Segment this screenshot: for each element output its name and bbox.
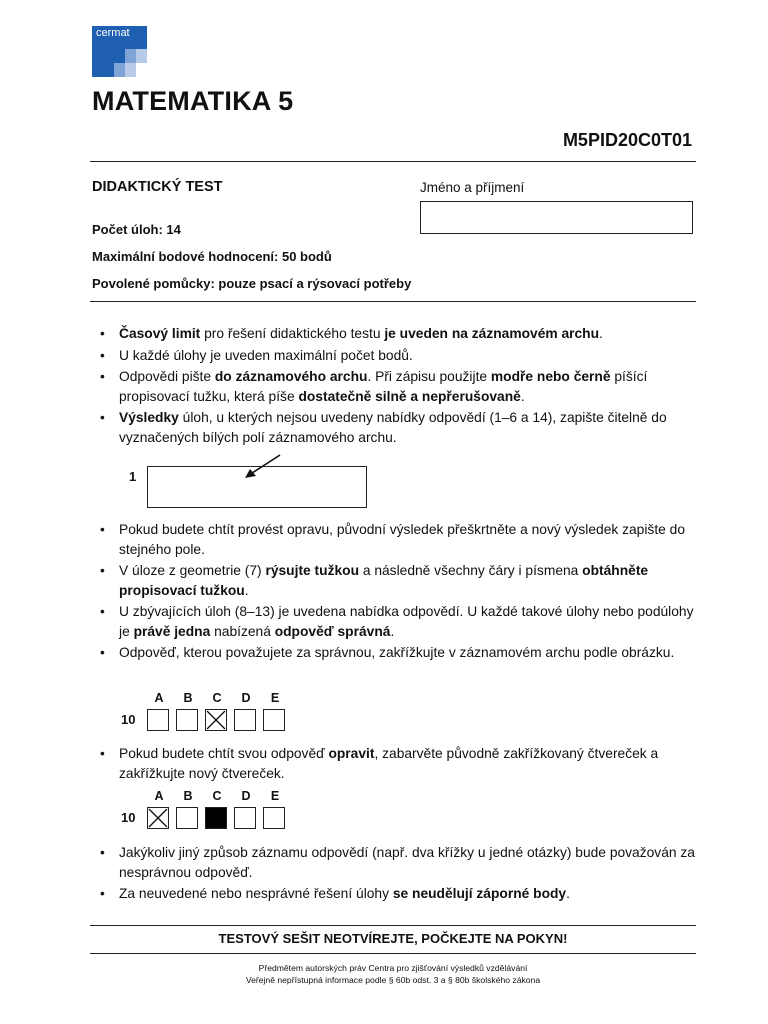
answer-checkbox-c-filled — [205, 807, 227, 829]
emphasis-text: dostatečně silně a nepřerušovaně — [298, 388, 521, 404]
emphasis-text: rýsujte tužkou — [265, 563, 359, 578]
choice-letter-c: C — [212, 691, 222, 705]
choice-letter-d: D — [241, 691, 251, 705]
emphasis-text: Výsledky — [119, 410, 179, 425]
answer-checkbox-d — [234, 709, 256, 731]
instruction-text: . Při zápisu použijte — [367, 369, 491, 384]
answer-checkbox-e — [263, 709, 285, 731]
logo-square-pale-2 — [125, 63, 136, 77]
instruction-text: Pokud budete chtít provést opravu, původní výsledek přeškrtněte a nový výsledek zapište do stejného pole. — [119, 522, 686, 557]
emphasis-text: opravit — [328, 746, 375, 761]
instruction-item — [100, 744, 700, 783]
instruction-text: pro řešení didaktického testu — [200, 326, 385, 341]
instruction-text: Pokud budete chtít svou odpověď — [119, 746, 329, 761]
section-title: DIDAKTICKÝ TEST — [92, 179, 223, 195]
cross-mark-icon — [148, 808, 168, 828]
instruction-text: U zbývajících úloh (8–13) je uvedena nabídka odpovědí. U každé takové úlohy nebo podúlohy je — [119, 604, 694, 639]
instruction-text: nabízená — [210, 623, 275, 639]
instruction-text: Jakýkoliv jiný způsob záznamu odpovědí (např. dva křížky u jedné otázky) bude považován za nesprávnou odpověď. — [119, 845, 695, 880]
instruction-item — [100, 561, 700, 600]
choice-letter-c: C — [212, 789, 222, 803]
divider-middle — [90, 301, 696, 302]
instruction-item — [100, 367, 700, 406]
emphasis-text: modře nebo černě — [490, 369, 611, 384]
instruction-text: Za neuvedené nebo nesprávné řešení úlohy — [119, 886, 393, 901]
divider-footer-bottom — [90, 953, 696, 954]
logo-square-light — [125, 49, 136, 63]
logo-text: cermat — [96, 27, 130, 39]
instruction-text: a následně všechny čáry i písmena — [359, 563, 583, 578]
emphasis-text: obtáhněte propisovací tužkou — [119, 563, 649, 598]
footer-legal: Veřejně nepřístupná informace podle § 60b odst. 3 a § 80b školského zákona — [245, 975, 541, 985]
choice-letter-b: B — [183, 789, 193, 803]
instruction-text: . — [599, 326, 603, 341]
instruction-text: píšící propisovací tužku, která píše — [119, 369, 648, 404]
instruction-item — [100, 602, 700, 641]
instruction-item — [100, 884, 700, 904]
emphasis-text: právě jedna — [133, 623, 211, 639]
instruction-item — [100, 408, 700, 447]
instruction-item — [100, 324, 700, 344]
emphasis-text: do záznamového archu — [214, 369, 368, 384]
instruction-text: U každé úlohy je uveden maximální počet bodů. — [119, 347, 413, 363]
emphasis-text: se neudělují záporné body — [392, 886, 567, 901]
instruction-text: Odpovědi pište — [119, 369, 215, 384]
answer-checkbox-d — [234, 807, 256, 829]
instruction-item — [100, 346, 700, 366]
choice-letter-b: B — [183, 691, 193, 705]
instruction-text: . — [244, 582, 249, 598]
answer-checkbox-a-crossed — [147, 807, 169, 829]
instruction-text: . — [520, 388, 525, 404]
allowed-tools: Povolené pomůcky: pouze psací a rýsovací potřeby — [92, 276, 412, 291]
arrow-icon — [240, 452, 285, 482]
answer-checkbox-c-crossed — [205, 709, 227, 731]
choice-letter-e: E — [270, 789, 280, 803]
test-code: M5PID20C0T01 — [562, 130, 692, 150]
divider-footer-top — [90, 925, 696, 926]
answer-checkbox-b — [176, 709, 198, 731]
choice-letter-a: A — [154, 691, 164, 705]
logo-square-white — [136, 63, 147, 77]
instruction-text: Odpověď, kterou považujete za správnou, zakřížkujte v záznamovém archu podle obrázku. — [119, 645, 675, 660]
instructions-list-a — [100, 324, 700, 449]
logo-square-pale — [136, 49, 147, 63]
instruction-text: úloh, u kterých nejsou uvedeny nabídky odpovědí (1–6 a 14), zapište čitelně do vyznačených bílých polí záznamového archu. — [119, 410, 667, 445]
answer-checkbox-b — [176, 807, 198, 829]
choice-letter-e: E — [270, 691, 280, 705]
cermat-logo — [92, 26, 147, 77]
footer-copyright: Předmětem autorských práv Centra pro zjišťování výsledků vzdělávání — [258, 963, 528, 973]
page-title: MATEMATIKA 5 — [92, 86, 294, 116]
instruction-text: . — [390, 623, 395, 639]
instruction-text: , zabarvěte původně zakřížkovaný čtvereček a zakřížkujte nový čtvereček. — [119, 746, 659, 781]
instructions-list-c — [100, 744, 700, 785]
instruction-text: . — [566, 886, 570, 901]
emphasis-text: odpověď správná — [274, 623, 391, 639]
question-number-2: 10 — [121, 810, 136, 825]
max-points: Maximální bodové hodnocení: 50 bodů — [92, 249, 332, 264]
example-box-number: 1 — [129, 469, 137, 484]
answer-checkbox-e — [263, 807, 285, 829]
instructions-list-b — [100, 520, 700, 665]
logo-square-light-2 — [114, 63, 125, 77]
name-field[interactable] — [420, 201, 693, 234]
emphasis-text: Časový limit — [119, 326, 201, 341]
footer-warning: TESTOVÝ SEŠIT NEOTVÍREJTE, POČKEJTE NA POKYN! — [218, 931, 568, 946]
name-label: Jméno a příjmení — [420, 180, 525, 195]
instruction-item — [100, 643, 700, 663]
instruction-item — [100, 520, 700, 559]
choice-letter-a: A — [154, 789, 164, 803]
emphasis-text: je uveden na záznamovém archu — [384, 326, 600, 341]
divider-top — [90, 161, 696, 162]
task-count: Počet úloh: 14 — [92, 222, 181, 237]
question-number-1: 10 — [121, 712, 136, 727]
instructions-list-d — [100, 843, 700, 906]
choice-letter-d: D — [241, 789, 251, 803]
instruction-item — [100, 843, 700, 882]
instruction-text: V úloze z geometrie (7) — [119, 563, 266, 578]
answer-checkbox-a — [147, 709, 169, 731]
cross-mark-icon — [206, 710, 226, 730]
